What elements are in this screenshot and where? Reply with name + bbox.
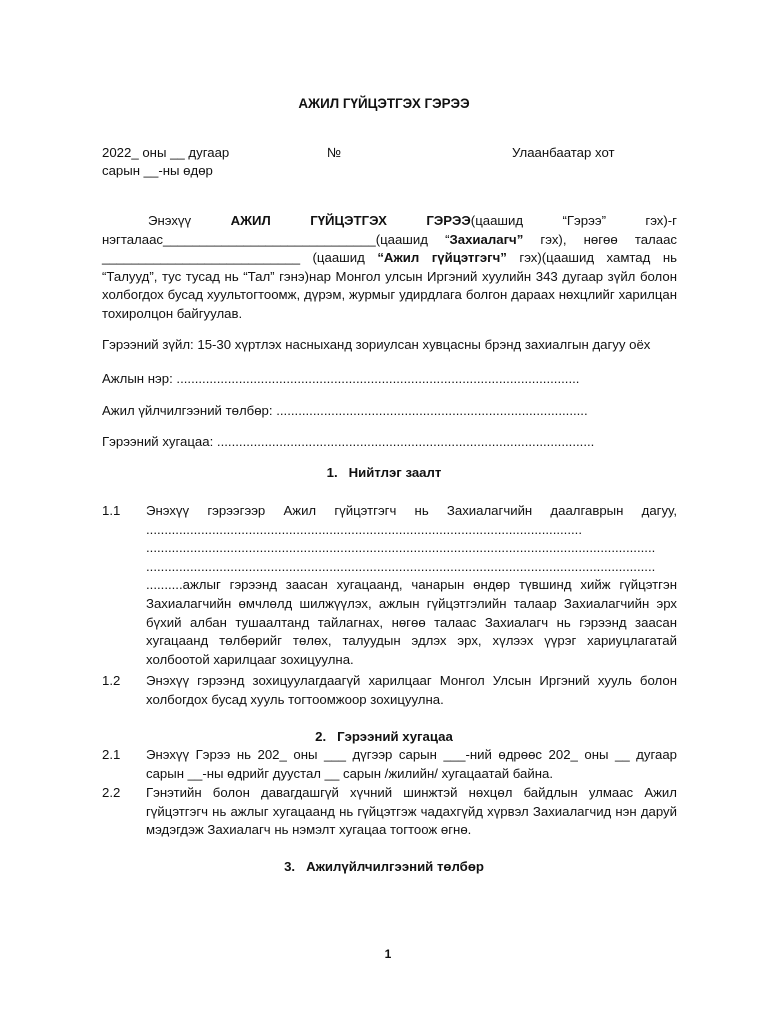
section-title: Ажилүйлчилгээний төлбөр [306,859,484,874]
contract-subject: Гэрээний зүйл: 15-30 хүртлэх насныханд зориулсан хувцасны брэнд захиалгын дагуу оёх [102,337,651,352]
blank-dots-line: ........................................................................................................................................... [146,558,656,574]
section-2-heading [0,728,768,747]
clause-line: Энэхүү гэрээгээр Ажил гүйцэтгэгч нь Захиалагчийн даалгаврын дагуу, ....................................................................................................................... [146,503,677,537]
intro-text: Энэхүү [148,213,231,228]
section-number: 3. [284,859,296,874]
intro-client-term: Захиалагч” [449,231,524,247]
clause-text: Энэхүү гэрээнд зохицуулагдаагүй харилцааг Монгол Улсын Иргэний хууль болон холбогдох бусад хууль тогтоомжоор зохицуулна. [146,673,677,707]
job-name-field: Ажлын нэр: .............................................................................................................. [102,371,580,386]
section-title: Нийтлэг заалт [348,465,442,480]
clause-number: 2.1 [102,747,121,762]
section-number: 1. [326,465,338,480]
section-number: 2. [315,729,327,744]
contract-term-field: Гэрээний хугацаа: ....................................................................................................... [102,434,595,449]
blank-dots-line: ........................................................................................................................................... [146,540,656,556]
contract-date-line1: 2022_ оны __ дугаар [102,145,230,160]
intro-paragraph [102,212,677,324]
section-1-heading [0,464,768,483]
clause-number: 2.2 [102,785,121,800]
clause-text [146,502,677,669]
document-title: АЖИЛ ГҮЙЦЭТГЭХ ГЭРЭЭ [298,96,470,111]
section-3-heading [0,858,768,877]
contract-city: Улаанбаатар хот [512,145,615,160]
intro-text: гэх), нөгөө талаас ___________________________ (цаашид [102,231,678,266]
page-number: 1 [384,947,392,961]
contract-number-label: № [327,145,342,160]
service-fee-field: Ажил үйлчилгээний төлбөр: ..................................................................................... [102,403,588,418]
clause-text: Гэнэтийн болон давагдашгүй хүчний шинжтэй нөхцөл байдлын улмаас Ажил гүйцэтгэгч нь ажлыг хугацаанд нь гүйцэтгэж чадахгүйд хүрвэл Захиалагчид нэн даруй мэдэгдэж Захиалагч нь нэмэлт хугацаа тогтоож өгнө. [146,785,677,838]
intro-contract-name: АЖИЛ ГҮЙЦЭТГЭХ ГЭРЭЭ [230,213,471,228]
intro-text: (цаашид “Гэрээ” гэх)-г нэгталаас_____________________________(цаашид “ [102,213,677,247]
clause-number: 1.1 [102,503,121,518]
intro-text: гэх)(цаашид хамтад нь “Талууд”, тус тусад нь “Тал” гэнэ)нар Монгол улсын Иргэний хуулийн 343 дугаар зүйл болон холбогдох бусад хуультогтоомж, дүрэм, журмыг удирдлага болгон дараах нөхцлийг харилцан тохиролцон байгуулав. [102,250,677,321]
clause-line: ..........ажлыг гэрээнд заасан хугацаанд, чанарын өндөр түвшинд хийж гүйцэтгэн Захиалагчийн өмчлөлд шилжүүлэх, ажлын гүйцэтгэлийн талаар Захиалагчийн эрх бүхий албан тушаалтанд тайлагнах, нөгөө талаас Захиалагч нь гэрээнд заасан хугацаанд төлбөрийг төлөх, талуудын эдлэх эрх, хүлээх үүрэг хариуцлагатай холбоотой харилцааг зохицуулна. [146,577,677,667]
intro-contractor-term: “Ажил гүйцэтгэгч” [377,250,507,266]
contract-date-line2: сарын __-ны өдөр [102,163,213,178]
clause-text: Энэхүү Гэрээ нь 202_ оны ___ дүгээр сарын ___-ний өдрөөс 202_ оны __ дугаар сарын __-ны өдрийг дуустал __ сарын /жилийн/ хугацаатай байна. [146,747,677,781]
section-title: Гэрээний хугацаа [337,729,453,744]
clause-number: 1.2 [102,673,121,688]
